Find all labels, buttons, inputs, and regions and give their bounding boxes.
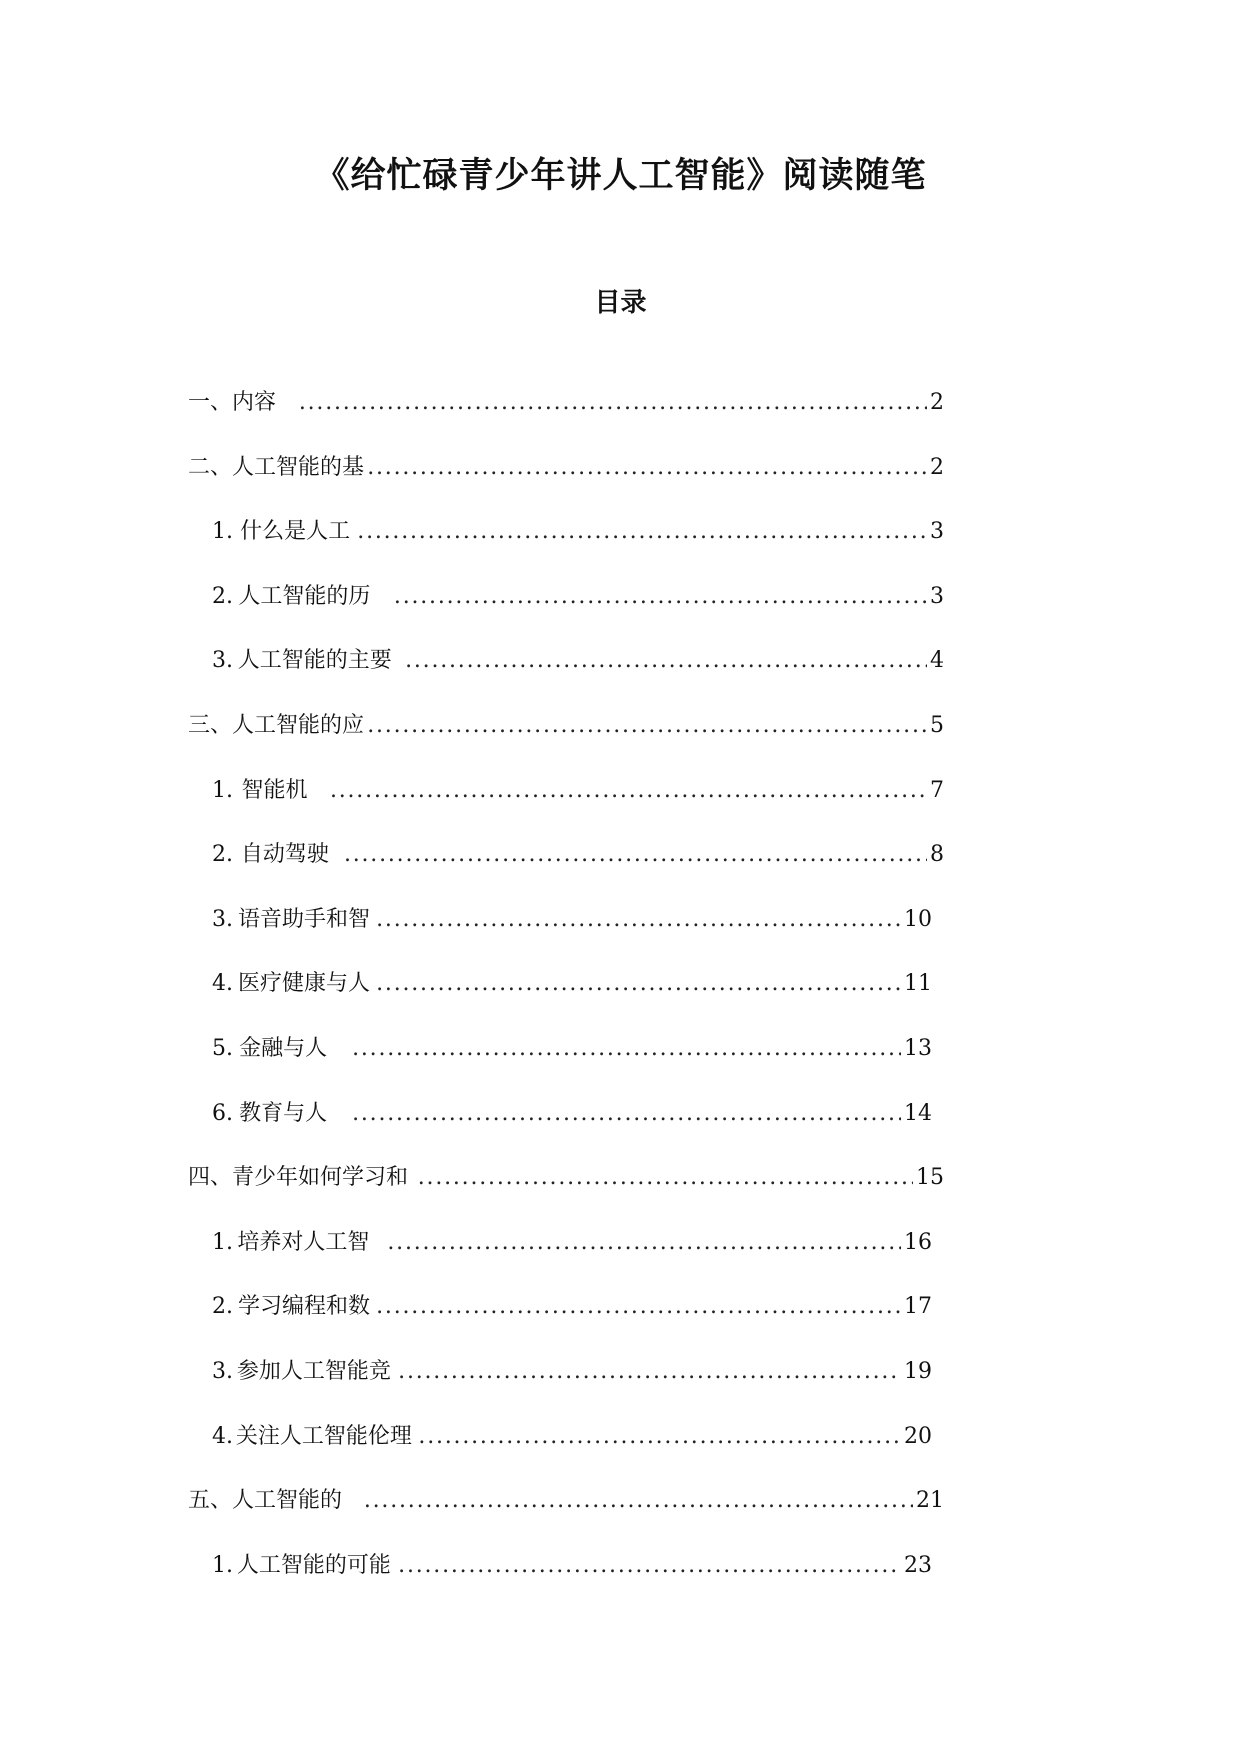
toc-entry-number: 3. (212, 648, 233, 673)
toc-entry-number: 3. (212, 1359, 233, 1384)
toc-entry[interactable] (188, 1164, 944, 1192)
document-title: 《给忙碌青少年讲人工智能》阅读随笔 (314, 156, 927, 196)
toc-entry-number: 5. (212, 1036, 233, 1061)
toc-entry-number: 1. (212, 519, 233, 544)
toc-dot-leader (376, 970, 901, 998)
toc-entry-title: 参加人工智能竞 (236, 1359, 391, 1384)
toc-dot-leader (330, 777, 927, 805)
toc-entry[interactable] (212, 1358, 932, 1386)
toc-entry[interactable] (212, 906, 932, 934)
toc-entry-number: 4. (212, 971, 233, 996)
toc-dot-leader (364, 1487, 913, 1515)
toc-entry[interactable] (212, 970, 932, 998)
toc-page-number: 16 (904, 1230, 932, 1255)
toc-dot-leader (398, 1358, 901, 1386)
toc-entry-title: 四、青少年如何学习和 (188, 1165, 409, 1190)
toc-dot-leader (299, 389, 927, 417)
toc-entry-title: 自动驾驶 (240, 842, 329, 867)
toc-dot-leader (367, 454, 927, 482)
toc-page-number: 23 (904, 1553, 932, 1578)
toc-dot-leader (352, 1100, 901, 1128)
toc-page-number: 11 (904, 971, 932, 996)
toc-entry-number: 2. (212, 842, 233, 867)
toc-dot-leader (418, 1423, 901, 1451)
toc-dot-leader (398, 1552, 901, 1580)
toc-entry[interactable] (188, 712, 944, 740)
toc-entry[interactable] (212, 1423, 932, 1451)
toc-entry-number: 1. (212, 778, 233, 803)
toc-dot-leader (344, 841, 927, 869)
toc-entry-title: 人工智能的历 (238, 584, 371, 609)
toc-page-number: 8 (930, 842, 944, 867)
toc-page-number: 2 (930, 455, 944, 480)
toc-page-number: 20 (904, 1424, 932, 1449)
toc-entry-title: 五、人工智能的 (188, 1488, 343, 1513)
toc-dot-leader (357, 518, 927, 546)
toc-dot-leader (405, 647, 927, 675)
toc-dot-leader (376, 906, 901, 934)
toc-page-number: 3 (930, 584, 944, 609)
toc-page-number: 21 (916, 1488, 944, 1513)
toc-entry[interactable] (188, 389, 944, 417)
toc-entry-title: 一、内容 (188, 390, 277, 415)
toc-entry[interactable] (212, 1229, 932, 1257)
toc-page-number: 3 (930, 519, 944, 544)
toc-dot-leader (394, 583, 927, 611)
toc-entry[interactable] (212, 1100, 932, 1128)
toc-entry-title: 二、人工智能的基 (188, 455, 365, 480)
toc-entry-number: 2. (212, 584, 233, 609)
toc-page-number: 13 (904, 1036, 932, 1061)
toc-page-number: 17 (904, 1294, 932, 1319)
toc-entry[interactable] (212, 841, 944, 869)
toc-entry[interactable] (212, 1552, 932, 1580)
toc-entry-title: 语音助手和智 (237, 907, 370, 932)
toc-entry-title: 学习编程和数 (237, 1294, 370, 1319)
toc-page-number: 10 (904, 907, 932, 932)
toc-entry-title: 教育与人 (239, 1101, 328, 1126)
toc-entry-number: 3. (212, 907, 233, 932)
toc-entry[interactable] (212, 583, 944, 611)
toc-page-number: 15 (916, 1165, 944, 1190)
toc-entry-number: 1. (212, 1553, 233, 1578)
toc-dot-leader (352, 1035, 901, 1063)
toc-entry[interactable] (212, 777, 944, 805)
toc-entry-title: 金融与人 (239, 1036, 328, 1061)
toc-entry-title: 智能机 (241, 778, 308, 803)
toc-entry-title: 三、人工智能的应 (188, 713, 365, 738)
toc-page-number: 5 (930, 713, 944, 738)
toc-dot-leader (418, 1164, 913, 1192)
toc-page-number: 2 (930, 390, 944, 415)
toc-dot-leader (367, 712, 927, 740)
toc-entry-title: 关注人工智能伦理 (235, 1424, 412, 1449)
toc-entry-title: 人工智能的可能 (236, 1553, 391, 1578)
toc-entry[interactable] (188, 454, 944, 482)
toc-entry-title: 什么是人工 (240, 519, 351, 544)
toc-entry-number: 4. (212, 1424, 233, 1449)
toc-entry[interactable] (212, 1293, 932, 1321)
toc-dot-leader (387, 1229, 901, 1257)
toc-entry-title: 医疗健康与人 (237, 971, 370, 996)
toc-entry[interactable] (212, 647, 944, 675)
toc-entry-title: 人工智能的主要 (237, 648, 392, 673)
toc-entry[interactable] (188, 1487, 944, 1515)
toc-entry[interactable] (212, 1035, 932, 1063)
toc-entry-title: 培养对人工智 (237, 1230, 370, 1255)
toc-entry-number: 2. (212, 1294, 233, 1319)
toc-page-number: 4 (930, 648, 944, 673)
toc-page-number: 19 (904, 1359, 932, 1384)
toc-page-number: 14 (904, 1101, 932, 1126)
toc-entry-number: 6. (212, 1101, 233, 1126)
toc-dot-leader (376, 1293, 901, 1321)
toc-heading: 目录 (594, 288, 647, 318)
toc-entry-number: 1. (212, 1230, 233, 1255)
toc-entry[interactable] (212, 518, 944, 546)
toc-page-number: 7 (930, 778, 944, 803)
